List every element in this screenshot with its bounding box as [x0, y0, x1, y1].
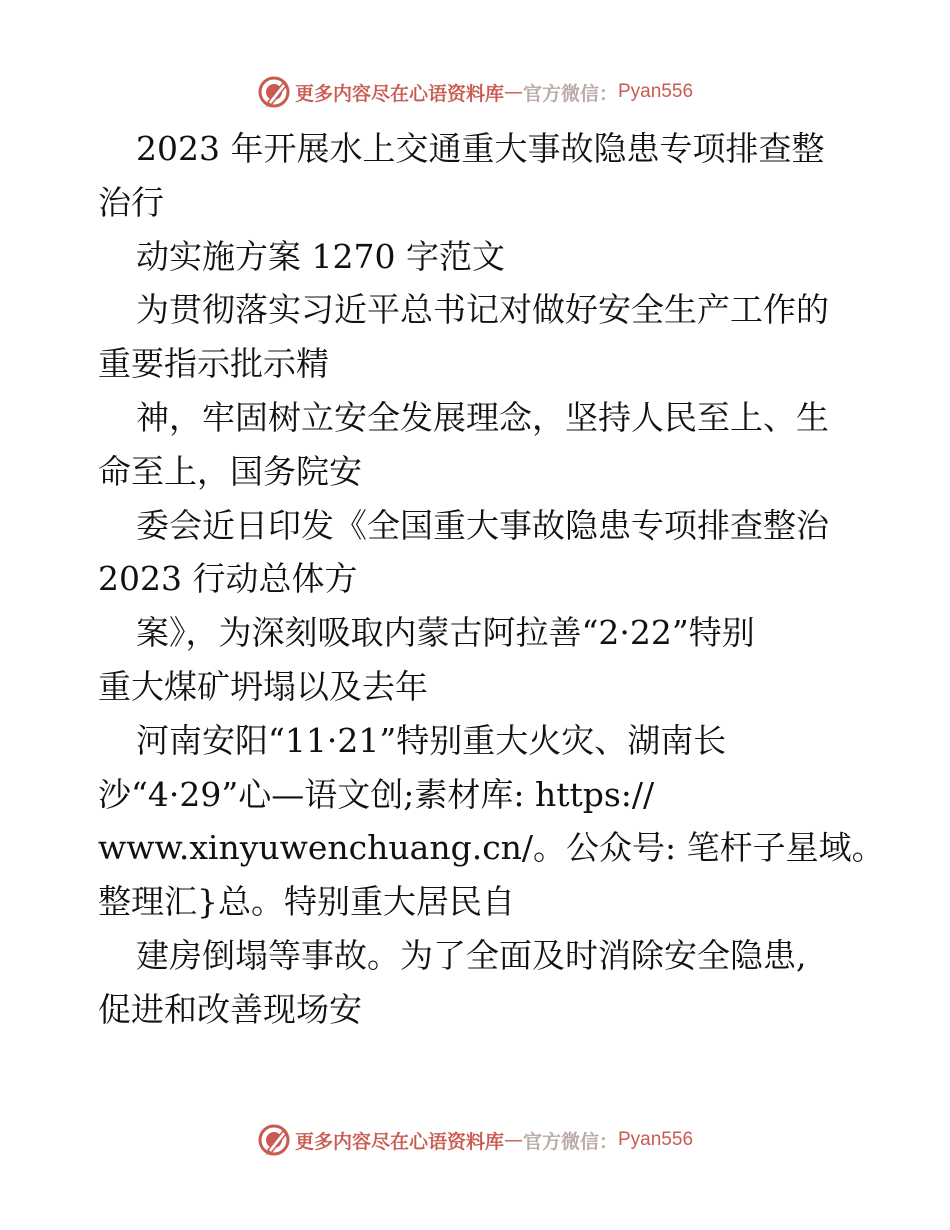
document-line: 委会近日印发《全国重大事故隐患专项排查整治	[136, 505, 829, 545]
header-banner	[0, 72, 950, 112]
document-line: 为贯彻落实习近平总书记对做好安全生产工作的	[136, 290, 829, 330]
document-line: 促进和改善现场安	[98, 989, 362, 1029]
header-slogan: 更多内容尽在心语资料库	[294, 82, 504, 105]
document-line: 2023 年开展水上交通重大事故隐患专项排查整	[136, 129, 825, 168]
document-line: 整理汇}总。特别重大居民自	[98, 882, 515, 922]
footer-banner	[0, 1120, 950, 1160]
footer-wechat-id: Pyan556	[618, 1129, 694, 1150]
header-wechat-label: 官方微信：	[522, 82, 618, 105]
document-line: 治行	[98, 182, 164, 222]
footer-slogan: 更多内容尽在心语资料库	[294, 1130, 504, 1153]
document-line: 重要指示批示精	[98, 344, 329, 384]
document-line: 神，牢固树立安全发展理念，坚持人民至上、生	[136, 397, 829, 437]
header-separator: —	[503, 81, 523, 103]
document-line: 沙“4·29”心—语文创;素材库: https://	[98, 774, 655, 814]
footer-separator: —	[503, 1129, 523, 1151]
document-line: 河南安阳“11·21”特别重大火灾、湖南长	[136, 720, 727, 760]
document-line: 重大煤矿坍塌以及去年	[98, 666, 428, 706]
document-line: 命至上，国务院安	[98, 451, 362, 491]
document-line: 建房倒塌等事故。为了全面及时消除安全隐患,	[136, 935, 807, 975]
document-line: 2023 行动总体方	[98, 559, 358, 599]
pen-logo-icon	[257, 1123, 291, 1157]
header-wechat-id: Pyan556	[618, 81, 694, 102]
document-line: www.xinyuwenchuang.cn/。公众号: 笔杆子星域。	[98, 828, 885, 868]
document-line: 案》，为深刻吸取内蒙古阿拉善“2·22”特别	[136, 613, 755, 653]
pen-logo-icon	[257, 75, 291, 109]
document-body	[98, 122, 885, 1037]
document-line: 动实施方案 1270 字范文	[136, 236, 505, 276]
footer-wechat-label: 官方微信：	[522, 1130, 618, 1153]
